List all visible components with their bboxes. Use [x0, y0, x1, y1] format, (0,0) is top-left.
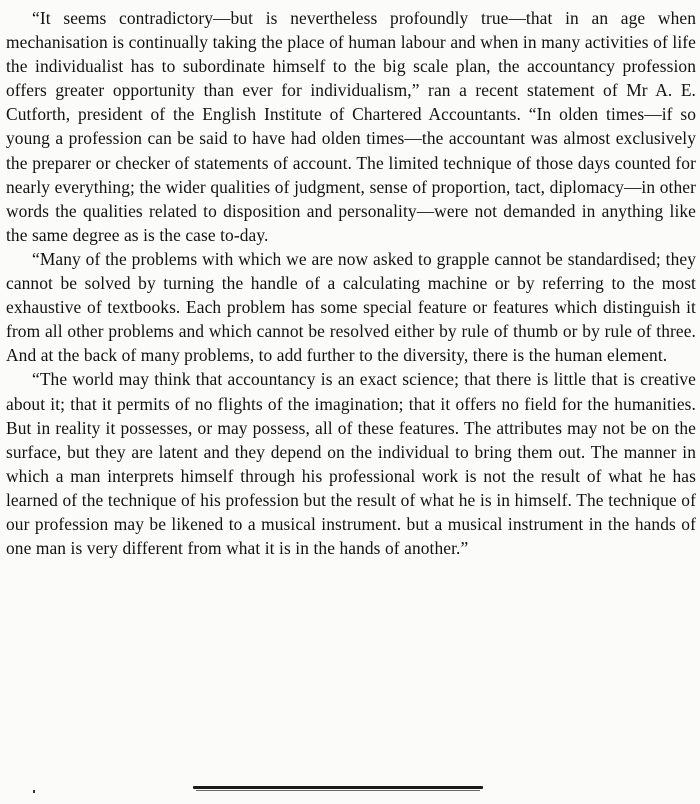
article-column: [6, 6, 696, 560]
article-paragraph-3: “The world may think that accountancy is an exact science; that there is little that is creative about it; that it permits of no flights of the imagination; that it offers no field for the humanities. But in reality it possesses, or may possess, all of these features. The attributes may not be on the surface, but they are latent and they depend on the individual to bring them out. The manner in which a man interprets himself through his professional work is not the result of what he has learned of the technique of his profession but the result of what he is in himself. The technique of our profession may be likened to a musical instrument. but a musical instrument in the hands of one man is very different from what it is in the hands of another.”: [6, 369, 696, 559]
article-paragraph-2: “Many of the problems with which we are now asked to grapple cannot be standardised; they cannot be solved by turning the handle of a calculating machine or by referring to the most exhaustive of textbooks. Each problem has some special feature or features which distinguish it from all other problems and which cannot be resolved either by rule of thumb or by rule of three. And at the back of many problems, to add further to the diversity, there is the human element.: [6, 248, 696, 366]
section-divider-rule-shadow: [196, 790, 480, 791]
article-paragraph-1: “It seems contradictory—but is nevertheless profoundly true—that in an age when mechanisation is continually taking the place of human labour and when in many activities of life the individualist has to subordinate himself to the big scale plan, the accountancy profession offers greater opportunity than ever for individualism,” ran a recent statement of Mr A. E. Cutforth, president of the English Institute of Chartered Accountants. “In olden times—if so young a profession can be said to have had olden times—the accountant was almost exclusively the preparer or checker of statements of account. The limited technique of those days counted for nearly everything; the wider qualities of judgment, sense of proportion, tact, diplomacy—in other words the qualities related to disposition and personality—were not demanded in anything like the same degree as is the case to-day.: [6, 8, 696, 245]
print-speck: [33, 790, 35, 793]
section-divider-rule: [193, 786, 483, 789]
